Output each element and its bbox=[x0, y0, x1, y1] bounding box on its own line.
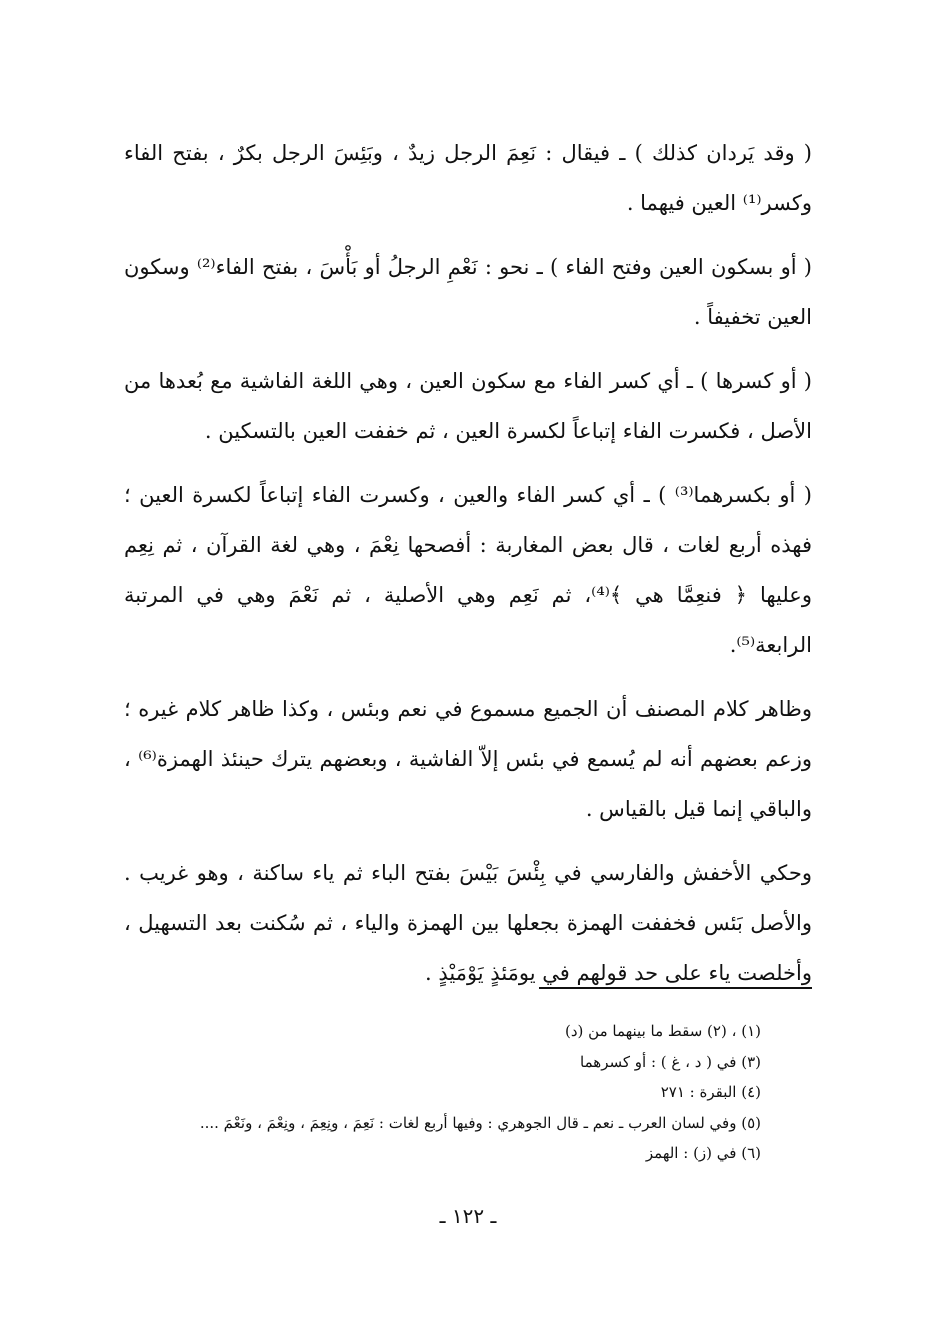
footnotes bbox=[121, 1016, 761, 1169]
footnote-3: (٤) البقرة : ٢٧١ bbox=[660, 1083, 761, 1101]
paragraph-3: ( أو كسرها ) ـ أي كسر الفاء مع سكون العين ، وهي اللغة الفاشية مع بُعدها من الأصل ، فكسرت الفاء إتباعاً لكسرة العين ، ثم خففت العين بالتسكين . bbox=[124, 369, 812, 443]
footnote-1: (١) ، (٢) سقط ما بينهما من (د) bbox=[565, 1022, 761, 1040]
main-text bbox=[124, 128, 812, 998]
footnote-4: (٥) وفي لسان العرب ـ نعم ـ قال الجوهري : وفيها أربع لغات : نَعِمَ ، ونِعِمَ ، ونِعْمَ ، ونَعْمَ .... bbox=[199, 1113, 761, 1132]
paragraph-4: ( أو بكسرهما⁽³⁾ ) ـ أي كسر الفاء والعين ، وكسرت الفاء إتباعاً لكسرة العين ؛ فهذه أربع لغات ، قال بعض المغاربة : أفصحها نِعْمَ ، وهي لغة القرآن ، ثم نِعِم وعليها ﴿ فنعِمَّا هي ﴾⁽⁴⁾، ثم نَعِم وهي الأصلية ، ثم نَعْمَ وهي في المرتبة الرابعة⁽⁵⁾. bbox=[124, 483, 812, 657]
footnote-2: (٣) في ( د ، غ ) : أو كسرهما bbox=[580, 1052, 761, 1071]
footnote-divider bbox=[539, 987, 812, 989]
paragraph-5: وظاهر كلام المصنف أن الجميع مسموع في نعم وبئس ، وكذا ظاهر كلام غيره ؛ وزعم بعضهم أنه لم يُسمع في بئس إلاّ الفاشية ، وبعضهم يترك حينئذ الهمزة⁽⁶⁾ ، والباقي إنما قيل بالقياس . bbox=[124, 697, 812, 821]
paragraph-6: وحكي الأخفش والفارسي في بِئْسَ بَيْسَ بفتح الباء ثم ياء ساكنة ، وهو غريب . والأصل بَئس فخففت الهمزة بجعلها بين الهمزة والياء ، ثم سُكنت بعد التسهيل ، وأخلصت ياء على حد قولهم في يومَئذٍ يَوْمَيْذٍ . bbox=[124, 861, 812, 985]
paragraph-2: ( أو بسكون العين وفتح الفاء ) ـ نحو : نَعْمِ الرجلُ أو بَأْسَ ، بفتح الفاء⁽²⁾ وسكون العين تخفيفاً . bbox=[124, 255, 812, 329]
footnote-5: (٦) في (ز) : الهمز bbox=[645, 1144, 761, 1162]
paragraph-1: ( وقد يَردان كذلك ) ـ فيقال : نَعِمَ الرجل زيدٌ ، وبَئِسَ الرجل بكرٌ ، بفتح الفاء وكسر⁽¹⁾ العين فيهما . bbox=[124, 141, 812, 215]
page-number: ـ ١٢٢ ـ bbox=[439, 1204, 497, 1228]
